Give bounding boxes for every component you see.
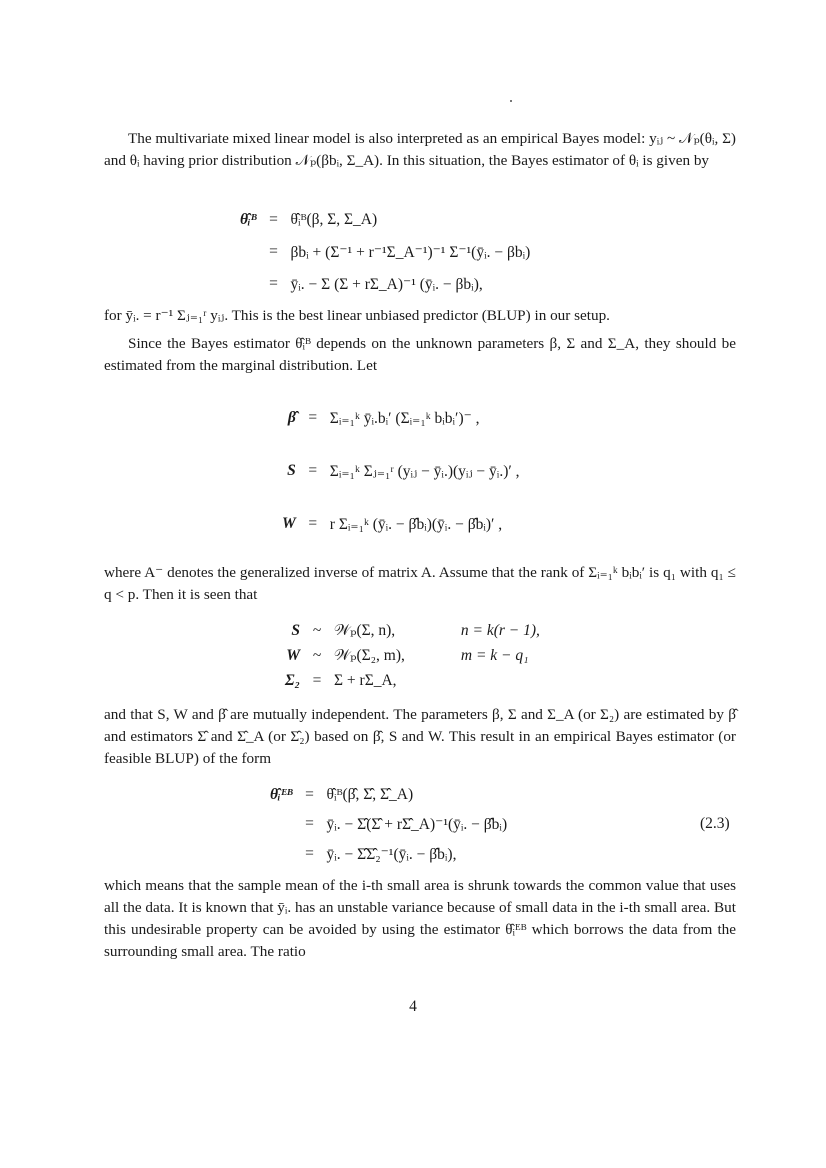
w-matrix-lhs: W bbox=[282, 515, 296, 532]
spacer bbox=[405, 668, 461, 693]
equation-rhs-2: βbᵢ + (Σ⁻¹ + r⁻¹Σ_A⁻¹)⁻¹ Σ⁻¹(ȳᵢ. − βbᵢ) bbox=[290, 243, 531, 261]
dist-cond-empty bbox=[461, 668, 540, 693]
eb-lhs-empty bbox=[270, 838, 293, 870]
dist-rel: = bbox=[312, 671, 322, 689]
equation-empirical-bayes bbox=[270, 780, 507, 870]
dist-rel: ~ bbox=[312, 646, 322, 664]
paragraph-estimation: Since the Bayes estimator θ̂ᵢᴮ depends on the unknown parameters β, Σ and Σ_A, they should be estimated from the marginal distribution. Let bbox=[104, 335, 736, 374]
equation-lhs: θ̂ᵢᴮ bbox=[240, 211, 257, 228]
equals-sign: = bbox=[305, 815, 314, 832]
equation-rhs-1: θ̂ᵢᴮ(β, Σ, Σ_A) bbox=[290, 211, 378, 228]
equation-number: (2.3) bbox=[700, 815, 730, 832]
equals-sign: = bbox=[269, 275, 278, 292]
dist-cond-m: m = k − q₁ bbox=[460, 646, 529, 664]
dist-rel: ~ bbox=[312, 621, 322, 639]
equals-sign: = bbox=[308, 462, 318, 479]
equals-sign: = bbox=[308, 409, 318, 426]
beta-hat-rhs: Σᵢ₌₁ᵏ ȳᵢ.bᵢ′ (Σᵢ₌₁ᵏ bᵢbᵢ′)⁻ , bbox=[329, 409, 480, 427]
s-matrix-rhs: Σᵢ₌₁ᵏ Σⱼ₌₁ʳ (yᵢⱼ − ȳᵢ.)(yᵢⱼ − ȳᵢ.)′ , bbox=[329, 462, 520, 480]
paragraph-blup: for ȳᵢ. = r⁻¹ Σⱼ₌₁ʳ yᵢⱼ. This is the best linear unbiased predictor (BLUP) in our setup. bbox=[104, 307, 610, 324]
speck bbox=[510, 100, 512, 102]
dist-rhs-s: 𝒲ₚ(Σ, n), bbox=[334, 622, 396, 639]
equals-sign: = bbox=[269, 243, 278, 260]
equals-sign: = bbox=[269, 211, 278, 228]
eb-lhs-empty bbox=[270, 810, 293, 838]
eb-rhs-1: θ̂ᵢᴮ(β̂, Σ̂, Σ̂_A) bbox=[326, 786, 414, 803]
equation-distributions bbox=[285, 618, 540, 693]
dist-lhs-w: W bbox=[286, 646, 301, 664]
eb-rhs-2: ȳᵢ. − Σ̂(Σ̂ + rΣ̂_A)⁻¹(ȳᵢ. − β̂bᵢ) bbox=[326, 815, 508, 833]
equals-sign: = bbox=[305, 786, 314, 803]
paragraph-bayes-model: The multivariate mixed linear model is also interpreted as an empirical Bayes model: yᵢⱼ ~ 𝒩ₚ(θᵢ, Σ) and θᵢ having prior distribution 𝒩ₚ(βbᵢ, Σ_A). In this situation, the Bayes estimator of θᵢ is given by bbox=[104, 130, 736, 169]
paragraph-shrinkage: which means that the sample mean of the i-th small area is shrunk towards the common value that uses all the data. It is known that ȳᵢ. has an unstable variance because of small data in the i-th small area. But this undesirable property can be avoided by using the estimator θ̂ᵢᴱᴮ which borrows the data from the surrounding small area. The ratio bbox=[104, 877, 736, 960]
spacer bbox=[405, 618, 461, 643]
beta-hat-lhs: β̂ bbox=[287, 409, 296, 426]
dist-lhs-sigma2: Σ₂ bbox=[285, 671, 301, 689]
dist-cond-n: n = k(r − 1), bbox=[460, 621, 540, 639]
equation-rhs-3: ȳᵢ. − Σ (Σ + rΣ_A)⁻¹ (ȳᵢ. − βbᵢ), bbox=[290, 275, 483, 293]
dist-lhs-s: S bbox=[291, 621, 301, 639]
paragraph-independence: and that S, W and β̂ are mutually independent. The parameters β, Σ and Σ_A (or Σ₂) are estimated by β̂ and estimators Σ̂ and Σ̂_A (or Σ̂₂) based on β̂, S and W. This result in an empirical Bayes estimator (or feasible BLUP) of the form bbox=[104, 706, 736, 767]
equation-estimators bbox=[282, 392, 520, 550]
s-matrix-lhs: S bbox=[287, 462, 296, 479]
eb-lhs: θ̂ᵢᴱᴮ bbox=[270, 786, 293, 803]
equals-sign: = bbox=[308, 515, 318, 532]
eb-rhs-3: ȳᵢ. − Σ̂Σ̂₂⁻¹(ȳᵢ. − β̂bᵢ), bbox=[326, 845, 457, 863]
equation-lhs-empty bbox=[240, 235, 257, 269]
spacer bbox=[405, 643, 461, 668]
dist-rhs-sigma2: Σ + rΣ_A, bbox=[334, 671, 397, 689]
equation-lhs-empty bbox=[240, 269, 257, 299]
w-matrix-rhs: r Σᵢ₌₁ᵏ (ȳᵢ. − β̂bᵢ)(ȳᵢ. − β̂bᵢ)′ , bbox=[329, 515, 503, 533]
equation-bayes-estimator bbox=[240, 205, 530, 299]
dist-rhs-w: 𝒲ₚ(Σ₂, m), bbox=[334, 647, 405, 664]
paragraph-generalized-inverse: where A⁻ denotes the generalized inverse of matrix A. Assume that the rank of Σᵢ₌₁ᵏ bᵢbᵢ′ is q₁ with q₁ ≤ q < p. Then it is seen that bbox=[104, 564, 736, 603]
equals-sign: = bbox=[305, 845, 314, 862]
page-number: 4 bbox=[409, 998, 417, 1015]
